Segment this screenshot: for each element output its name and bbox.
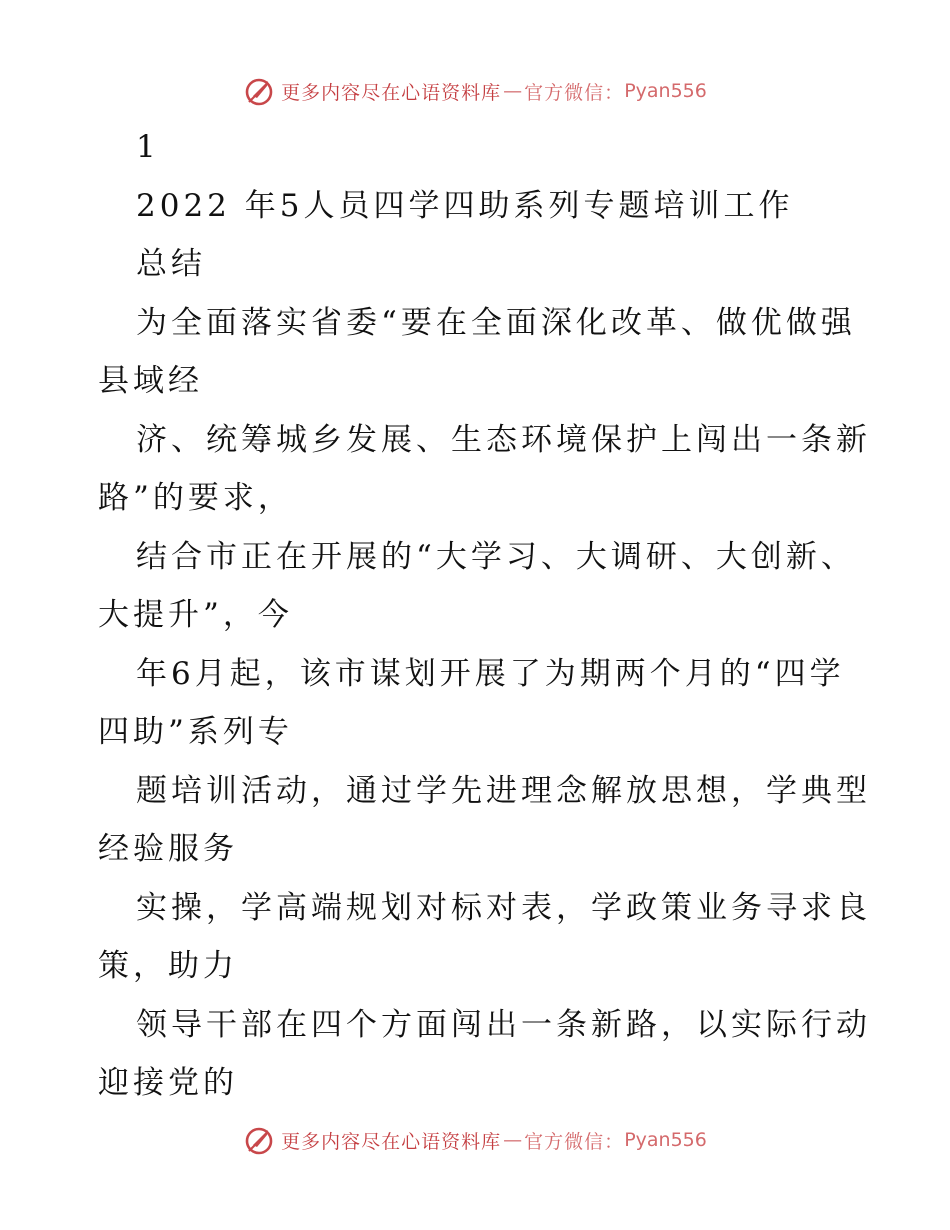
text-line: 经验服务 bbox=[98, 831, 238, 867]
text-line: 四助”系列专 bbox=[98, 714, 293, 750]
text-line: 为全面落实省委“要在全面深化改革、做优做强 bbox=[136, 304, 856, 341]
text-line: 2022 年5人员四学四助系列专题培训工作 bbox=[136, 187, 794, 224]
text-line: 策，助力 bbox=[98, 948, 238, 984]
text-line: 迎接党的 bbox=[98, 1065, 238, 1101]
watermark-wechat-label: 官方微信： bbox=[524, 81, 625, 104]
quill-logo-icon bbox=[243, 74, 277, 108]
watermark-site-text: 更多内容尽在心语资料库 bbox=[281, 1130, 502, 1153]
watermark-account: Pyan556 bbox=[624, 1129, 707, 1151]
watermark-separator: — bbox=[503, 80, 523, 102]
text-line: 总结 bbox=[136, 246, 206, 282]
text-line: 结合市正在开展的“大学习、大调研、大创新、 bbox=[136, 538, 856, 575]
watermark-account: Pyan556 bbox=[624, 80, 707, 102]
document-body bbox=[98, 118, 871, 1113]
watermark-wechat-label: 官方微信： bbox=[524, 1130, 625, 1153]
text-line: 题培训活动，通过学先进理念解放思想，学典型 bbox=[136, 772, 871, 809]
watermark-separator: — bbox=[503, 1129, 523, 1151]
text-line: 领导干部在四个方面闯出一条新路，以实际行动 bbox=[136, 1006, 871, 1043]
page-number: 1 bbox=[136, 129, 160, 165]
text-line: 济、统筹城乡发展、生态环境保护上闯出一条新 bbox=[136, 421, 871, 458]
header-watermark bbox=[0, 71, 950, 111]
watermark-site-text: 更多内容尽在心语资料库 bbox=[281, 81, 502, 104]
text-line: 路”的要求， bbox=[98, 480, 293, 516]
document-lines bbox=[98, 177, 871, 1113]
text-line: 实操，学高端规划对标对表，学政策业务寻求良 bbox=[136, 889, 871, 926]
text-line: 县域经 bbox=[98, 363, 203, 399]
quill-logo-icon bbox=[243, 1123, 277, 1157]
footer-watermark bbox=[0, 1120, 950, 1160]
text-line: 年6月起，该市谋划开展了为期两个月的“四学 bbox=[136, 655, 845, 692]
text-line: 大提升”，今 bbox=[98, 597, 293, 633]
